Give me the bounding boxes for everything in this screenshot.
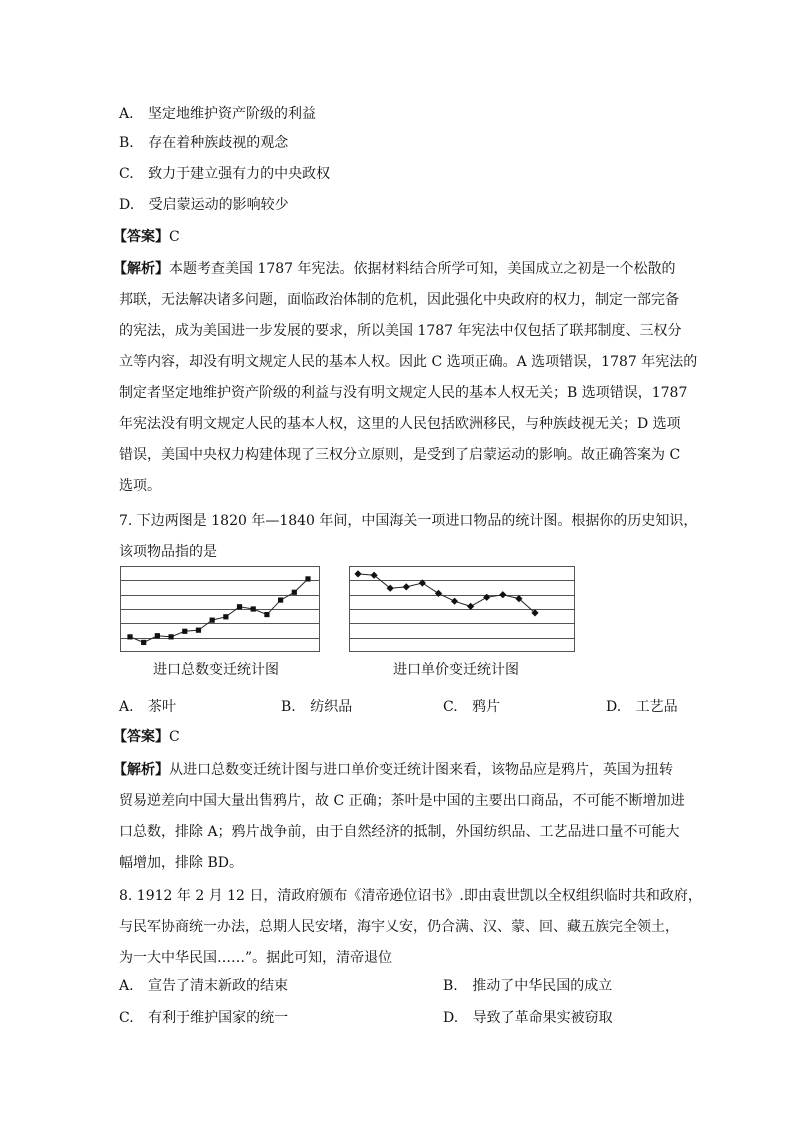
total-import-point [223,614,228,619]
q6-analysis-line: 立等内容，却没有明文规定人民的基本人权。因此 C 选项正确。A 选项错误，1787 年宪法的 [119,354,698,370]
q6-option-a-key: A. [119,106,134,122]
q7-option-c-text: 鸦片 [472,699,501,715]
total-import-point [127,634,132,639]
total-import-chart [120,566,320,652]
q6-analysis-line: 邦联，无法解决诸多问题，面临政治体制的危机，因此强化中央政府的权力，制定一部完备 [119,292,679,308]
total-import-point [251,606,256,611]
q6-analysis-line: 制定者坚定地维护资产阶级的利益与没有明文规定人民的基本人权无关；B 选项错误，1787 [119,385,688,401]
q6-option-c [119,164,330,184]
total-import-point [182,629,187,634]
q7-option-b [281,697,352,717]
q8-option-c-text: 有利于维护国家的统一 [148,1010,289,1026]
q6-option-b [119,133,288,153]
q8-option-d-text: 导致了革命果实被窃取 [472,1010,613,1026]
q6-option-b-text: 存在着种族歧视的观念 [148,135,289,151]
total-import-chart-title: 进口总数变迁统计图 [153,662,279,678]
q7-stem [119,506,698,568]
q7-option-b-text: 纺织品 [310,699,353,715]
unit-price-chart-title: 进口单价变迁统计图 [393,662,519,678]
q8-option-d [443,1008,613,1028]
total-import-point [155,633,160,638]
q8-option-a-key: A. [119,978,134,994]
q7-option-d-key: D. [606,699,622,715]
q7-stem-line: 该项物品指的是 [119,544,217,560]
q8-option-b-text: 推动了中华民国的成立 [472,978,613,994]
q8-option-a-text: 宣告了清末新政的结束 [148,978,289,994]
q6-analysis-line: 错误，美国中央权力构建体现了三权分立原则，是受到了启蒙运动的影响。故正确答案为 C [119,447,681,463]
q6-analysis-line: 【解析】本题考查美国 1787 年宪法。依据材料结合所学可知，美国成立之初是一个松散的 [113,261,676,277]
q6-answer-value: C [169,229,180,245]
total-import-point [278,597,283,602]
total-import-point [210,618,215,623]
q6-option-c-key: C. [119,166,134,182]
q6-option-a [119,104,316,124]
q6-analysis-label: 【解析】 [113,261,169,277]
total-import-point [264,612,269,617]
q6-analysis-line: 选项。 [119,478,161,494]
q6-analysis-line: 年宪法没有明文规定人民的基本人权，这里的人民包括欧洲移民，与种族歧视无关；D 选项 [119,416,681,432]
q8-stem-line: 8. 1912 年 2 月 12 日，清政府颁布《清帝逊位诏书》.即由袁世凯以全权组织临时共和政府， [119,888,702,904]
q6-analysis-line: 的宪法，成为美国进一步发展的要求，所以美国 1787 年宪法中仅包括了联邦制度、三权分 [119,323,682,339]
q6-option-c-text: 致力于建立强有力的中央政权 [148,166,331,182]
q8-option-b-key: B. [443,978,458,994]
q7-option-d-text: 工艺品 [635,699,678,715]
total-import-point [305,576,310,581]
q7-analysis [113,755,683,879]
q8-stem-line: 为一大中华民国……”。据此可知，清帝退位 [119,950,393,966]
total-import-chart-svg [120,566,320,652]
q6-answer [113,227,180,247]
unit-price-chart-svg [349,566,575,652]
total-import-point [237,604,242,609]
q7-option-a [119,697,176,717]
q7-analysis-line: 【解析】从进口总数变迁统计图与进口单价变迁统计图来看，该物品应是鸦片，英国为扭转 [113,762,673,778]
q8-stem [119,881,702,974]
q7-answer-value: C [169,729,180,745]
total-import-point [168,634,173,639]
q7-answer [113,727,180,747]
total-import-point [292,590,297,595]
q6-analysis [113,254,698,502]
q7-analysis-line: 贸易逆差向中国大量出售鸦片，故 C 正确；茶叶是中国的主要出口商品，不可能不断增加进 [119,793,685,809]
q8-option-c [119,1008,288,1028]
q7-option-d [606,697,678,717]
q7-option-c [443,697,500,717]
total-import-point [141,640,146,645]
q7-option-a-key: A. [119,699,134,715]
q7-answer-label: 【答案】 [113,729,169,745]
q6-option-b-key: B. [119,135,134,151]
q7-option-c-key: C. [443,699,458,715]
q7-option-b-key: B. [281,699,296,715]
q7-analysis-label: 【解析】 [113,762,169,778]
q6-option-a-text: 坚定地维护资产阶级的利益 [148,106,317,122]
q7-analysis-line: 口总数，排除 A；鸦片战争前，由于自然经济的抵制，外国纺织品、工艺品进口量不可能大 [119,824,680,840]
q6-answer-label: 【答案】 [113,229,169,245]
q7-option-a-text: 茶叶 [148,699,177,715]
q8-option-b [443,976,612,996]
q6-option-d-key: D. [119,197,135,213]
total-import-point [196,628,201,633]
q8-stem-line: 与民军协商统一办法，总期人民安堵，海宇乂安，仍合满、汉、蒙、回、藏五族完全领土， [119,919,679,935]
q8-option-a [119,976,288,996]
q6-option-d [119,195,289,215]
q7-stem-line: 7. 下边两图是 1820 年—1840 年间，中国海关一项进口物品的统计图。根据你的历史知识， [119,513,698,529]
q6-option-d-text: 受启蒙运动的影响较少 [148,197,289,213]
unit-price-chart [349,566,575,652]
q8-option-c-key: C. [119,1010,134,1026]
q8-option-d-key: D. [443,1010,459,1026]
q7-analysis-line: 幅增加，排除 BD。 [119,855,243,871]
